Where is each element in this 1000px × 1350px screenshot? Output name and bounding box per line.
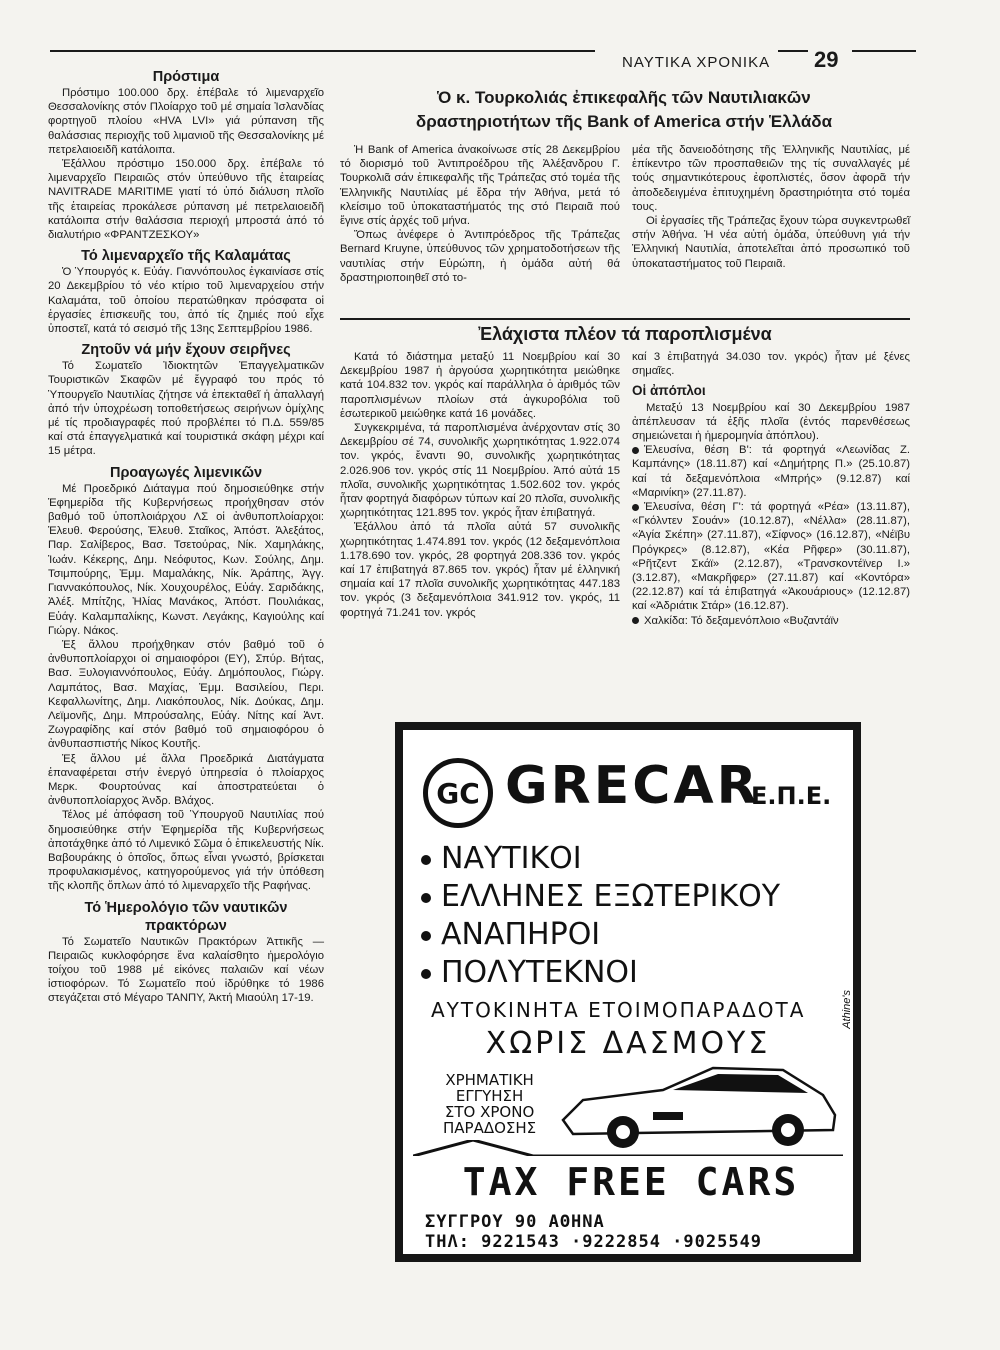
paragraph: Κατά τό διάστημα μεταξύ 11 Νοεμβρίου καί 30 Δεκεμβρίου 1987 ἡ ἀργούσα χωρητικότητα μειώθηκε κατά 104.832 τον. γκρός καί παράλληλα ὁ ἀριθμός τῶν παροπλισμένων πλοίων στά ἀγκυροβόλια τοῦ ἐσωτερικοῦ μειώθηκε κατά 16 μονάδες. bbox=[340, 351, 620, 420]
section-divider bbox=[340, 318, 910, 320]
bullet-icon bbox=[632, 617, 639, 624]
article1-headline bbox=[348, 86, 900, 134]
ad-brand-suffix: Ε.Π.Ε. bbox=[751, 782, 832, 810]
header-rule-left bbox=[50, 50, 595, 52]
article1-headline-line2: δραστηριοτήτων τῆς Bank of America στήν Ἑλλάδα bbox=[415, 112, 833, 131]
section-title-calendar: Τό Ἡμερολόγιο τῶν ναυτικῶν πρακτόρων bbox=[84, 899, 288, 934]
bullet-item: Ἐλευσίνα, θέση Γ': τά φορτηγά «Ρέα» (13.11.87), «Γκόλντεν Σουάν» (10.12.87), «Νέλλα» (28.11.87), «Ἁγία Σκέπη» (27.11.87), «Σίφνος» (16.12.87), «Νέϊβυ Πρόγκρες» (8.12.87), «Κέα Ρῆφερ» (30.11.87), «Ρῆτζεντ Σκάϊ» (2.12.87), «Τρανσκοντέϊνερ Ι.» (3.12.87), «Μακρῆφερ» (27.11.87) καί «Κοντόρα» (22.12.87) καί τά ἐπιβατηγά «Ἀκουάριους» (12.12.87) καί «Ἀδριάτικ Στάρ» (16.12.87). bbox=[632, 501, 910, 613]
ad-panel bbox=[403, 730, 853, 1254]
ad-phones: ΤΗΛ: 9221543 ·9222854 ·9025549 bbox=[425, 1232, 763, 1252]
article1-col1 bbox=[340, 143, 620, 285]
paragraph: Μέ Προεδρικό Διάταγμα πού δημοσιεύθηκε στήν Ἐφημερίδα τῆς Κυβερνήσεως προήχθησαν στόν βαθμό τοῦ ὑποπλοιάρχου ΛΣ οἱ ἀνθυποπλοίαρχοι: Ἐλευθ. Φερούσης, Ἐλευθ. Σταῖκος, Ἀπόστ. Ἀλεξάτος, Παρ. Σαλίβερος, Βασ. Τσετούρας, Νίκ. Χαμηλάκης, Ἰωάν. Κέκερης, Δημ. Νεόφυτος, Κων. Σούλης, Δημ. Τσιμπούρης, Ἐμμ. Μαμαλάκης, Νίκ. Ἀράπης, Ἀγγ. Γιαννακόπουλος, Νίκ. Χουχουρέλος, Εὐάγ. Σαριδάκης, Ἀλέξ. Μπίτζης, Ἠλίας Μανάκος, Ἀπόστ. Πουλιάκας, Εὐάγ. Καλαμπαλίκης, Κωνστ. Λεγάκης, Καγιούλης καί Γιώργ. Νάκος. bbox=[48, 482, 324, 637]
paragraph: Ἡ Bank of America ἀνακοίνωσε στίς 28 Δεκεμβρίου τό διορισμό τοῦ Ἀντιπροέδρου τῆς Ἀλέξανδρου Γ. Τουρκολιᾶ σάν ἐπικεφαλῆς τῆς Τράπεζας στό τομέα τῆς Ἑλληνικῆς Ναυτιλίας μέ ἕδρα τήν Ἀθήνα, μετά τό κλείσιμο τοῦ ὑποκαταστήματός της στό Πειραιᾶ πού ἔγινε στίς ἀρχές τοῦ μήνα. bbox=[340, 144, 620, 228]
article2-headline: Ἐλάχιστα πλέον τά παροπλισμένα bbox=[478, 324, 772, 344]
paragraph: Πρόστιμο 100.000 δρχ. ἐπέβαλε τό λιμεναρχεῖο Θεσσαλονίκης στόν Πλοίαρχο τοῦ μέ σημαία Ἰσλανδίας φορτηγοῦ πλοίου «HVA LVI» γιά ρύπανση τῆς θαλάσσιας περιοχῆς τοῦ λιμανιοῦ τῆς Θεσσαλονίκης μέ πετρελαιοειδῆ κατάλοιπα. bbox=[48, 87, 324, 156]
paragraph: Ἐξάλλου ἀπό τά πλοῖα αὐτά 57 συνολικῆς χωρητικότητας 1.474.891 τον. γκρός (12 δεξαμενόπλοια 1.178.690 τον. γκρός, 28 φορτηγά 208.336 τον. γκρός καί 17 ἐπιβατηγά 87.865 τον. γκρός) ἦταν μέ ἑλληνική σημαία καί 17 πλοῖα συνολικῆς χωρητικότητας 447.183 τον. γκρός (3 δεξαμενόπλοια 341.912 τον. γκρός, 11 φορτηγά 71.241 τον. γκρός bbox=[340, 521, 620, 619]
grecar-advertisement bbox=[395, 722, 861, 1262]
section-title-kalamata: Τό λιμεναρχεῖο τῆς Καλαμάτας bbox=[81, 248, 291, 265]
bullet-icon bbox=[421, 931, 431, 941]
paragraph: Συγκεκριμένα, τά παροπλισμένα ἀνέρχονταν στίς 30 Δεκεμβρίου σέ 74, συνολικῆς χωρητικότητας 1.922.074 τον. γκρός, ἔναντι 90, συνολικῆς χωρητικότητας 2.026.906 τον. γκρός στίς 11 Νοεμβρίου. Ἀπό αὐτά 15 πλοῖα, συνολικῆς χωρητικότητας 1.502.602 τον. γκρός ἦταν φορτηγά διαφόρων τύπων καί 20 πλοῖα, συνολικῆς χωρητικότητας 121.895 τον. γκρός ἦταν ἐπιβατηγά. bbox=[340, 422, 620, 520]
paragraph: Οἱ ἐργασίες τῆς Τράπεζας ἔχουν τώρα συγκεντρωθεῖ στήν Ἀθήνα. Ἡ νέα αὐτή ὁμάδα, ὑπεύθυνη γιά τήν Ἑλληνική Ναυτιλία, ἀποτελεῖται ἀπό προσωπικό τοῦ ὑποκαταστήματος τοῦ Πειραιᾶ. bbox=[632, 215, 910, 270]
section-title-sirens: Ζητοῦν νά μήν ἔχουν σειρῆνες bbox=[81, 342, 291, 359]
paragraph: Ὁ Ὑπουργός κ. Εὐάγ. Γιαννόπουλος ἐγκαινίασε στίς 20 Δεκεμβρίου τό νέο κτίριο τοῦ λιμεναρχείου στήν Καλαμάτα, τοῦ ὁποίου περατώθηκαν πρόσφατα οἱ ἐργασίες ἐπισκευῆς του, ἀπό τίς ζημιές πού εἶχε ὑποστεῖ, κατά τό σεισμό τῆς 13ης Σεπτεμβρίου 1986. bbox=[48, 266, 324, 336]
ad-address: ΣΥΓΓΡΟΥ 90 ΑΘΗΝΑ bbox=[425, 1212, 605, 1232]
ad-guarantee: ΧΡΗΜΑΤΙΚΗ ΕΓΓΥΗΣΗ ΣΤΟ ΧΡΟΝΟ ΠΑΡΑΔΟΣΗΣ bbox=[443, 1071, 537, 1137]
paragraph: Τό Σωματεῖο Ναυτικῶν Πρακτόρων Ἀττικῆς — Πειραιῶς κυκλοφόρησε ἕνα καλαίσθητο ἡμερολόγιο τοίχου τοῦ 1988 μέ εἰκόνες παλαιῶν καί νέων ἱστιοφόρων. Τό Σωματεῖο πού ἱδρύθηκε τό 1986 στεγάζεται στό Μέγαρο ΤΑΝΠΥ, Ἀκτή Μιαούλη 17-19. bbox=[48, 935, 324, 1005]
page-number: 29 bbox=[814, 47, 839, 72]
paragraph: Ἐξ ἄλλου προήχθηκαν στόν βαθμό τοῦ ὁ ἀνθυποπλοίαρχοι οἱ σημαιοφόροι (ΕΥ), Σπύρ. Βήτας, Βασ. Ξυλογιαννόπουλος, Εὐάγ. Δημόπουλος, Γιώργ. Λαμπάτος, Βασ. Μαχίας, Ἐμμ. Βασιλείου, Περι. Κεφαλλωνίτης, Δημ. Λιακόπουλος, Νίκ. Δούκας, Δημ. Λεϊμονῆς, Δημ. Μπρούσαλης, Εὐάγ. Νίτης καί Ἀντ. Ζωγραφίδης καί στόν βαθμό τοῦ σημαιοφόρου ὁ ἀνθυπασπιστής Νίκος Κουτῆς. bbox=[48, 638, 324, 751]
bullet-icon bbox=[421, 855, 431, 865]
paragraph: Τέλος μέ ἀπόφαση τοῦ Ὑπουργοῦ Ναυτιλίας πού δημοσιεύθηκε στήν Ἐφημερίδα τῆς Κυβερνήσεως ἀποτάχθηκε ἀπό τό Λιμενικό Σῶμα ὁ ἐπικελευστής Νίκ. Βαβουράκης ὁ ὁποῖος, ὅπως εἶναι γνωστό, βρίσκεται προφυλακισμένος, κατηγορούμενος γιά τήν ὑπόθεση τῆς κλοπῆς ὅπλων ἀπό τό λιμεναρχεῖο τῆς Ραφήνας. bbox=[48, 809, 324, 893]
article2-col2 bbox=[632, 350, 910, 628]
bullet-icon bbox=[632, 504, 639, 511]
bullet-item: Ἐλευσίνα, θέση Β': τά φορτηγά «Λεωνίδας Ζ. Καμπάνης» (18.11.87) καί «Δημήτρης Π.» (25.10.87) καί τά δεξαμενόπλοια «Μπρής» (9.12.87) καί «Μαρινίκη» (27.11.87). bbox=[632, 444, 910, 499]
bullet-icon bbox=[421, 893, 431, 903]
car-illustration-icon bbox=[553, 1060, 843, 1150]
grecar-logo-icon: GC bbox=[423, 758, 493, 828]
article2-col1 bbox=[340, 350, 620, 620]
article1-col2 bbox=[632, 143, 910, 271]
section-title-fines: Πρόστιμα bbox=[152, 69, 220, 85]
ad-list-item: ΕΛΛΗΝΕΣ ΕΞΩΤΕΡΙΚΟΥ bbox=[421, 878, 780, 916]
bullet-icon bbox=[632, 447, 639, 454]
paragraph: καί 3 ἐπιβατηγά 34.030 τον. γκρός) ἦταν μέ ξένες σημαῖες. bbox=[632, 351, 910, 378]
article1-headline-line1: Ὁ κ. Τουρκολιάς ἐπικεφαλῆς τῶν Ναυτιλιακῶν bbox=[437, 88, 811, 107]
header-rule-right bbox=[852, 50, 916, 52]
paragraph: Μεταξύ 13 Νοεμβρίου καί 30 Δεκεμβρίου 1987 ἀπέπλευσαν τά ἑξῆς πλοῖα (ἐντός παρενθέσεως σημειώνεται ἡ ἡμερομηνία ἀπόπλου). bbox=[632, 401, 910, 443]
paragraph: Τό Σωματεῖο Ἰδιοκτητῶν Ἐπαγγελματικῶν Τουριστικῶν Σκαφῶν μέ ἔγγραφό του πρός τό Ὑπουργεῖο Ναυτιλίας ζήτησε νά ἐπεκταθεῖ ἡ ἀπαλλαγή ἀπό τήν ὑποχρέωση τοποθετήσεως σειρήνων ὁμίχλης μέ τίς προδιαγραφές πού προβλέπει τό Π.Δ. 559/85 καί στά ἐπαγγελματικά καί τουριστικά σκάφη μέχρι καί 15 μέτρα. bbox=[48, 360, 324, 458]
ad-cars-ready: ΑΥΤΟΚΙΝΗΤΑ ΕΤΟΙΜΟΠΑΡΑΔΟΤΑ bbox=[431, 998, 806, 1022]
ad-list-item: ΠΟΛΥΤΕΚΝΟΙ bbox=[421, 954, 780, 992]
section-title-promotions: Προαγωγές λιμενικῶν bbox=[109, 464, 263, 481]
bullet-item: Χαλκίδα: Τό δεξαμενόπλοιο «Βυζαντάϊν bbox=[632, 614, 910, 628]
ad-list-item: ΝΑΥΤΙΚΟΙ bbox=[421, 840, 780, 878]
ad-list-item: ΑΝΑΠΗΡΟΙ bbox=[421, 916, 780, 954]
ad-eligibility-list bbox=[421, 840, 780, 992]
header-rule-mid bbox=[778, 50, 808, 52]
house-arrow-icon bbox=[413, 1140, 843, 1156]
ad-brand: GRECAR bbox=[505, 756, 760, 816]
paragraph: Ἐξάλλου πρόστιμο 150.000 δρχ. ἐπέβαλε τό λιμεναρχεῖο Πειραιῶς στόν ὑπεύθυνο τῆς ἑταιρείας NAVITRADE MARITIME γιατί τό ὑπό διάλυση πλοῖο τῆς ἑταιρείας προκάλεσε ρύπανση μέ πετρελαιοειδῆ κατάλοιπα στήν θαλάσσια περιοχή μπροστά ἀπό τό διαλυτήριο «ΦΡΑΝΤΖΕΣΚΟΥ» bbox=[48, 158, 324, 242]
ad-duty-free: ΧΩΡΙΣ ΔΑΣΜΟΥΣ bbox=[485, 1026, 771, 1061]
ad-tax-free: TAX FREE CARS bbox=[462, 1160, 800, 1204]
paragraph: Ὅπως ἀνέφερε ὁ Ἀντιπρόεδρος τῆς Τράπεζας Bernard Kruyne, ὑπεύθυνος τῶν χρηματοδοτήσεων τῆς ναυτιλίας στήν Εὐρώπη, ἡ ὁμάδα αὐτή θά δραστηριοποιηθεῖ στό το- bbox=[340, 229, 620, 284]
paragraph: μέα τῆς δανειοδότησης τῆς Ἑλληνικῆς Ναυτιλίας, μέ ἐπίκεντρο τῶν προσπαθειῶν της τίς συναλλαγές μέ τούς σημαντικότερους ἐφοπλιστές, ὅσον ἀφορᾶ τήν ἀποδεδειγμένα ἐπιτυχημένη δραστηριότητα στό τομέα τους. bbox=[632, 144, 910, 213]
subheading-departures: Οἱ ἀπόπλοι bbox=[632, 383, 706, 399]
masthead: ΝΑΥΤΙΚΑ ΧΡΟΝΙΚΑ bbox=[622, 54, 771, 71]
bullet-icon bbox=[421, 969, 431, 979]
left-column bbox=[48, 68, 324, 1006]
ad-signature: Athine's bbox=[841, 990, 853, 1029]
paragraph: Ἐξ ἄλλου μέ ἄλλα Προεδρικά Διατάγματα ἐπαναφέρεται στήν ἐνεργό ὑπηρεσία ὁ πλοίαρχος Μερκ. Φουρτούνας καί ἀποστρατεύεται ὁ ἀνθυποπλοίαρχος Ἀνδρ. Βλάχος. bbox=[48, 752, 324, 808]
